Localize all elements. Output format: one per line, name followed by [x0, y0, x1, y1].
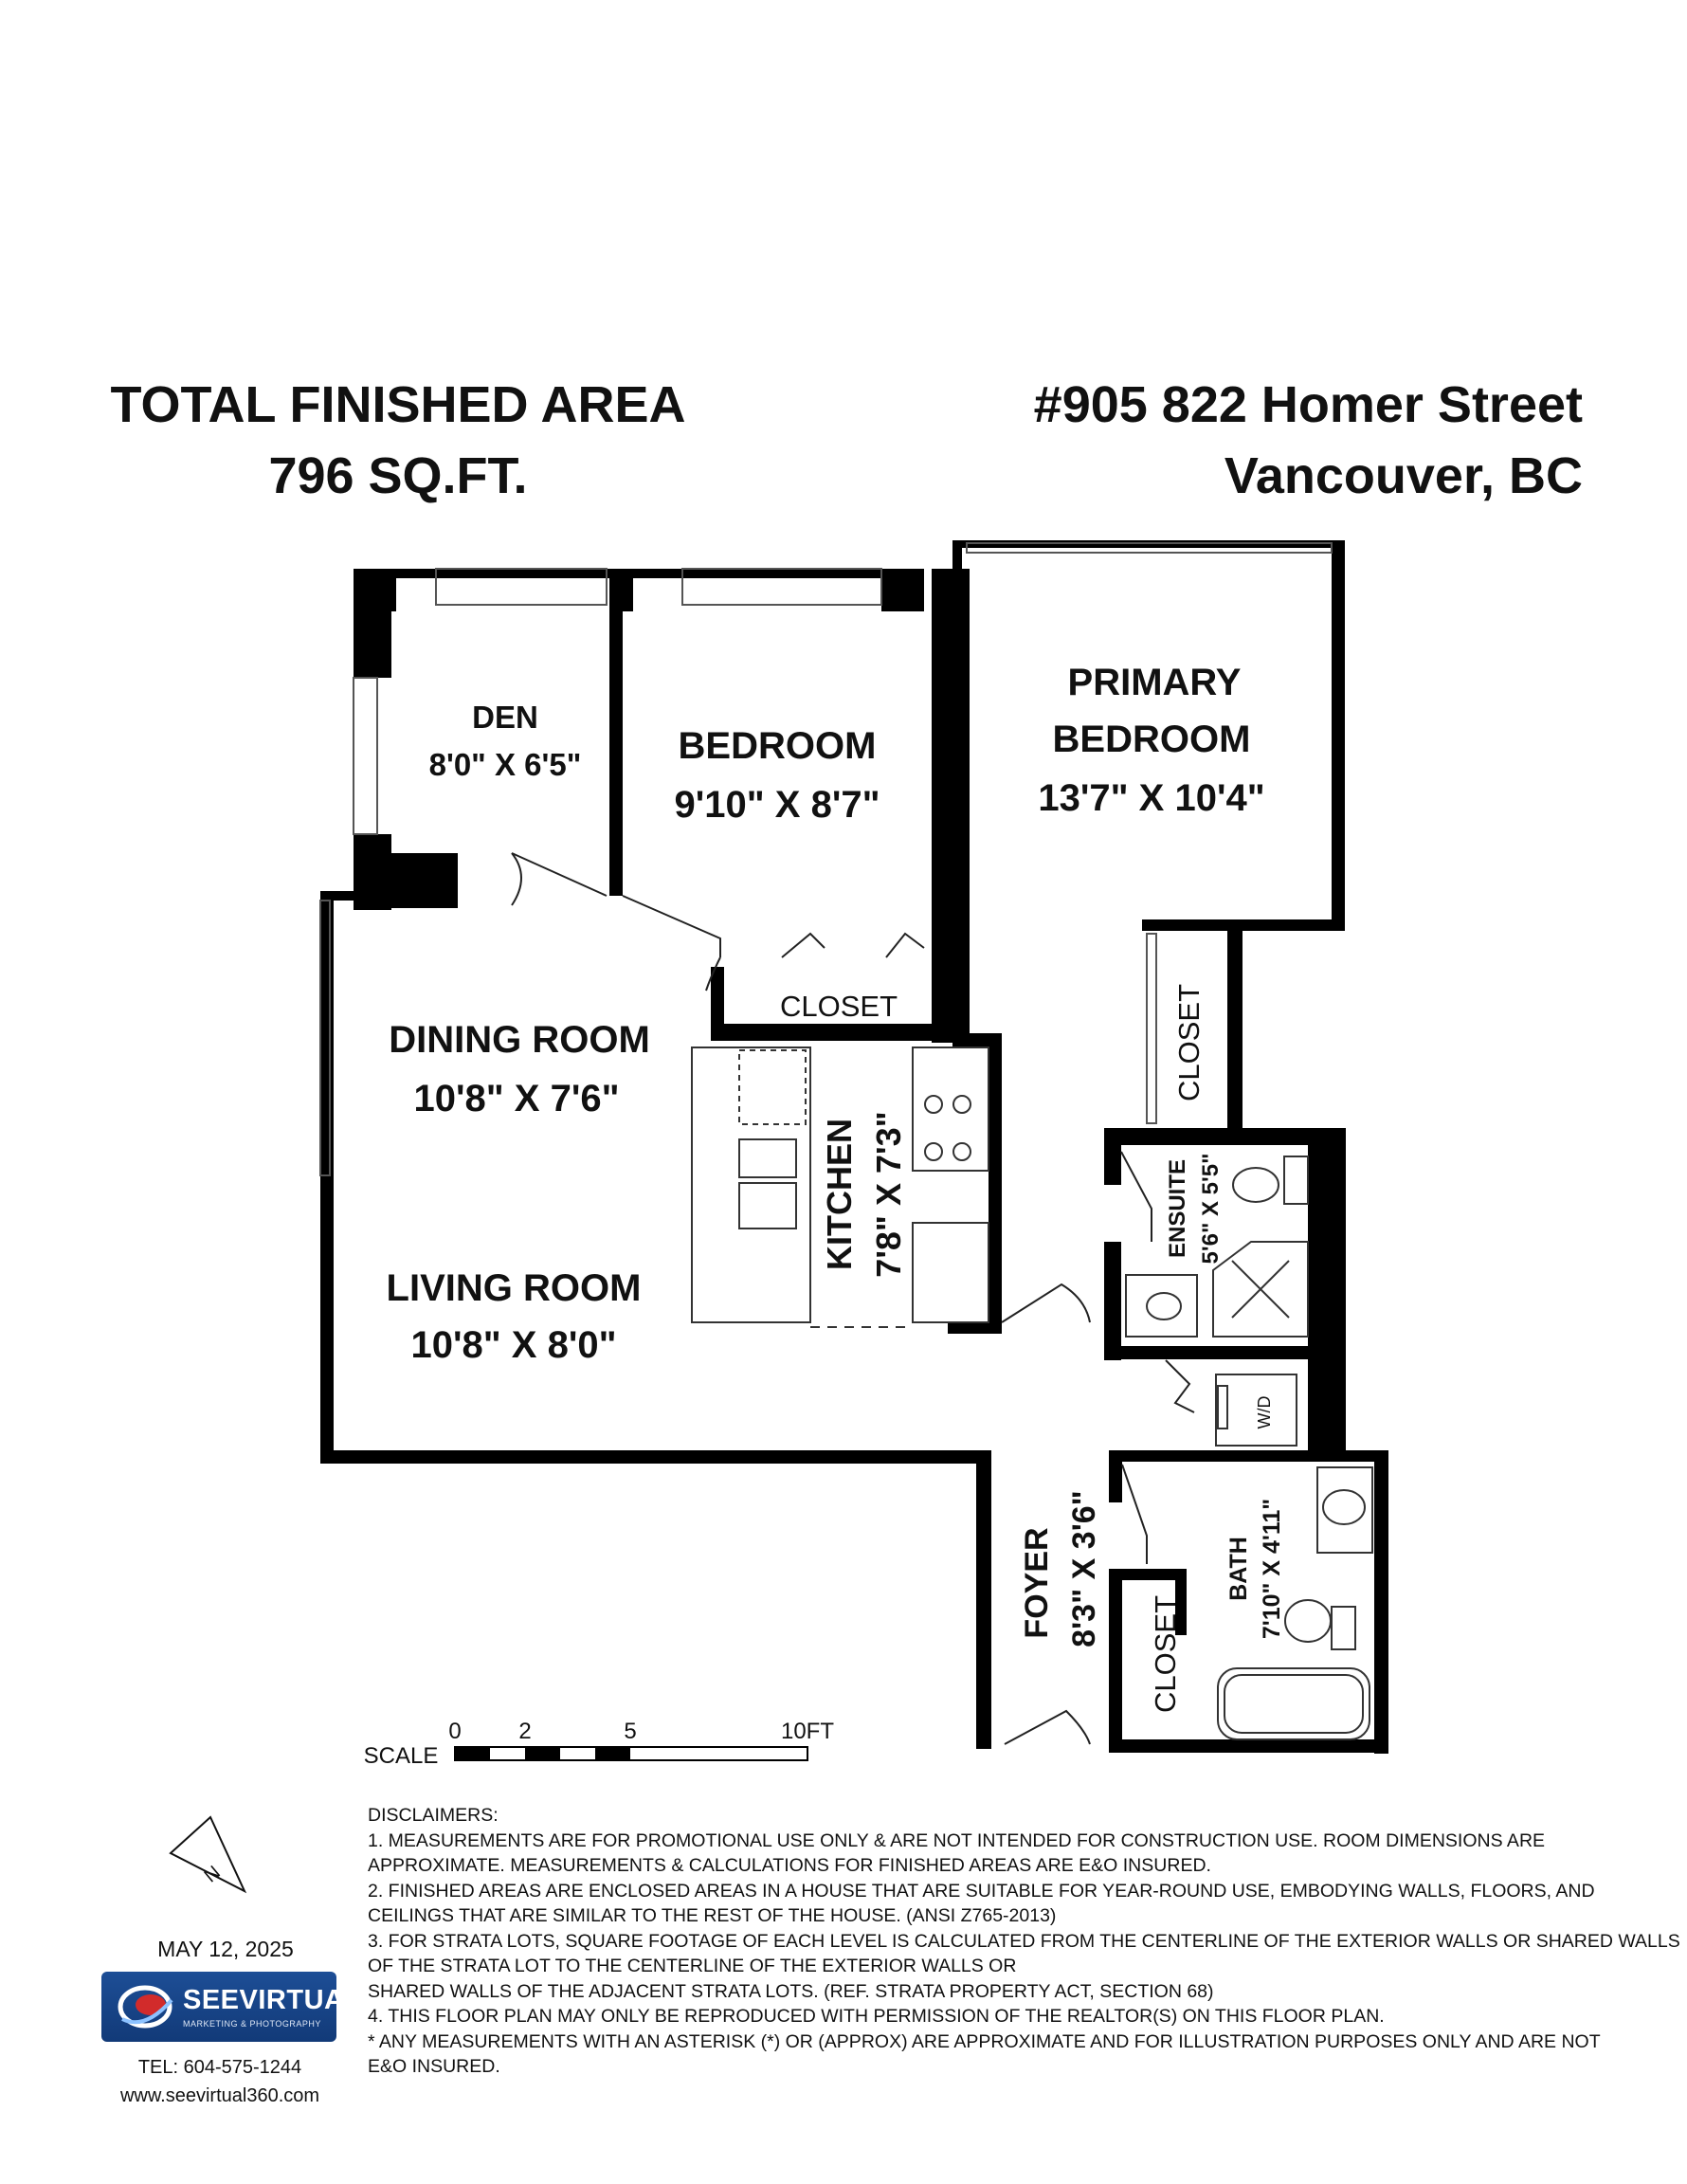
disclaimer-line: 4. THIS FLOOR PLAN MAY ONLY BE REPRODUCED WITH PERMISSION OF THE REALTOR(S) ON THIS FLOOR PLAN. — [368, 2006, 1385, 2027]
disclaimer-line: CEILINGS THAT ARE SIMILAR TO THE REST OF THE HOUSE. (ANSI Z765-2013) — [368, 1905, 1057, 1926]
phone: TEL: 604-575-1244 — [137, 2057, 302, 2078]
contact-block — [87, 2053, 353, 2110]
north-arrow-icon — [171, 1817, 245, 1891]
address-line2: Vancouver, BC — [1224, 447, 1583, 504]
ensuite-name: ENSUITE — [1165, 1158, 1190, 1259]
disclaimer-line: SHARED WALLS OF THE ADJACENT STRATA LOTS. (REF. STRATA PROPERTY ACT, SECTION 68) — [368, 1980, 1214, 2002]
bedroom-dims: 9'10" X 8'7" — [674, 784, 880, 826]
address-line1: #905 822 Homer Street — [1033, 376, 1583, 433]
disclaimer-line: E&O INSURED. — [368, 2056, 500, 2077]
scale-bar — [364, 1719, 835, 1769]
brand-tagline: MARKETING & PHOTOGRAPHY — [183, 2019, 321, 2029]
area-title: TOTAL FINISHED AREA — [110, 376, 686, 433]
scale-tick-10: 10FT — [780, 1719, 835, 1744]
den-dims: 8'0" X 6'5" — [428, 747, 582, 782]
scale-label: SCALE — [363, 1743, 439, 1769]
closet-bedroom-label: CLOSET — [779, 990, 898, 1023]
primary-dims: 13'7" X 10'4" — [1038, 777, 1265, 819]
dining-dims: 10'8" X 7'6" — [413, 1078, 620, 1119]
scale-tick-2: 2 — [518, 1719, 532, 1744]
kitchen-name: KITCHEN — [820, 1119, 859, 1270]
scale-tick-0: 0 — [448, 1719, 462, 1744]
kitchen-dims: 7'8" X 7'3" — [869, 1111, 908, 1278]
disclaimer-line: DISCLAIMERS: — [368, 1805, 499, 1826]
disclaimers — [368, 1803, 1680, 2080]
living-name: LIVING ROOM — [386, 1267, 642, 1309]
primary-name2: BEDROOM — [1052, 719, 1251, 760]
disclaimer-line: 2. FINISHED AREAS ARE ENCLOSED AREAS IN A HOUSE THAT ARE SUITABLE FOR YEAR-ROUND USE, EMBODYING WALLS, FLOORS, AND — [368, 1880, 1595, 1902]
plan-date: MAY 12, 2025 — [157, 1937, 294, 1961]
swirl-icon — [109, 1972, 185, 2042]
closet-primary-label: CLOSET — [1172, 983, 1206, 1102]
area-value: 796 SQ.FT. — [268, 447, 528, 504]
bath-dims: 7'10" X 4'11" — [1259, 1498, 1285, 1640]
disclaimer-line: 3. FOR STRATA LOTS, SQUARE FOOTAGE OF EACH LEVEL IS CALCULATED FROM THE CENTERLINE OF THE EXTERIOR WALLS OR SHARED WALLS — [368, 1930, 1680, 1952]
dining-name: DINING ROOM — [389, 1019, 650, 1061]
disclaimer-line: * ANY MEASUREMENTS WITH AN ASTERISK (*) OR (APPROX) ARE APPROXIMATE AND FOR ILLUSTRATION PURPOSES ONLY AND ARE NOT — [368, 2030, 1601, 2052]
closet-foyer-label: CLOSET — [1149, 1594, 1182, 1714]
foyer-name: FOYER — [1019, 1527, 1055, 1639]
seevirtual-logo — [101, 1972, 362, 2042]
primary-name1: PRIMARY — [1067, 662, 1242, 703]
disclaimer-line: 1. MEASUREMENTS ARE FOR PROMOTIONAL USE ONLY & ARE NOT INTENDED FOR CONSTRUCTION USE. ROOM DIMENSIONS ARE — [368, 1829, 1546, 1851]
foyer-dims: 8'3" X 3'6" — [1066, 1490, 1102, 1647]
website-link[interactable]: www.seevirtual360.com — [119, 2085, 320, 2106]
compass-letter: N — [200, 1862, 225, 1887]
scale-tick-5: 5 — [624, 1719, 637, 1744]
ensuite-dims: 5'6" X 5'5" — [1198, 1153, 1224, 1265]
brand-name: SEEVIRTUAL — [183, 1985, 362, 2015]
living-dims: 10'8" X 8'0" — [410, 1324, 617, 1366]
wd-label: W/D — [1255, 1395, 1274, 1429]
disclaimer-line: APPROXIMATE. MEASUREMENTS & CALCULATIONS FOR FINISHED AREAS ARE E&O INSURED. — [368, 1855, 1211, 1876]
bath-name: BATH — [1225, 1537, 1252, 1601]
bedroom-name: BEDROOM — [678, 725, 877, 767]
disclaimer-line: OF THE STRATA LOT TO THE CENTERLINE OF THE EXTERIOR WALLS OR — [368, 1956, 1017, 1976]
den-name: DEN — [472, 700, 538, 735]
